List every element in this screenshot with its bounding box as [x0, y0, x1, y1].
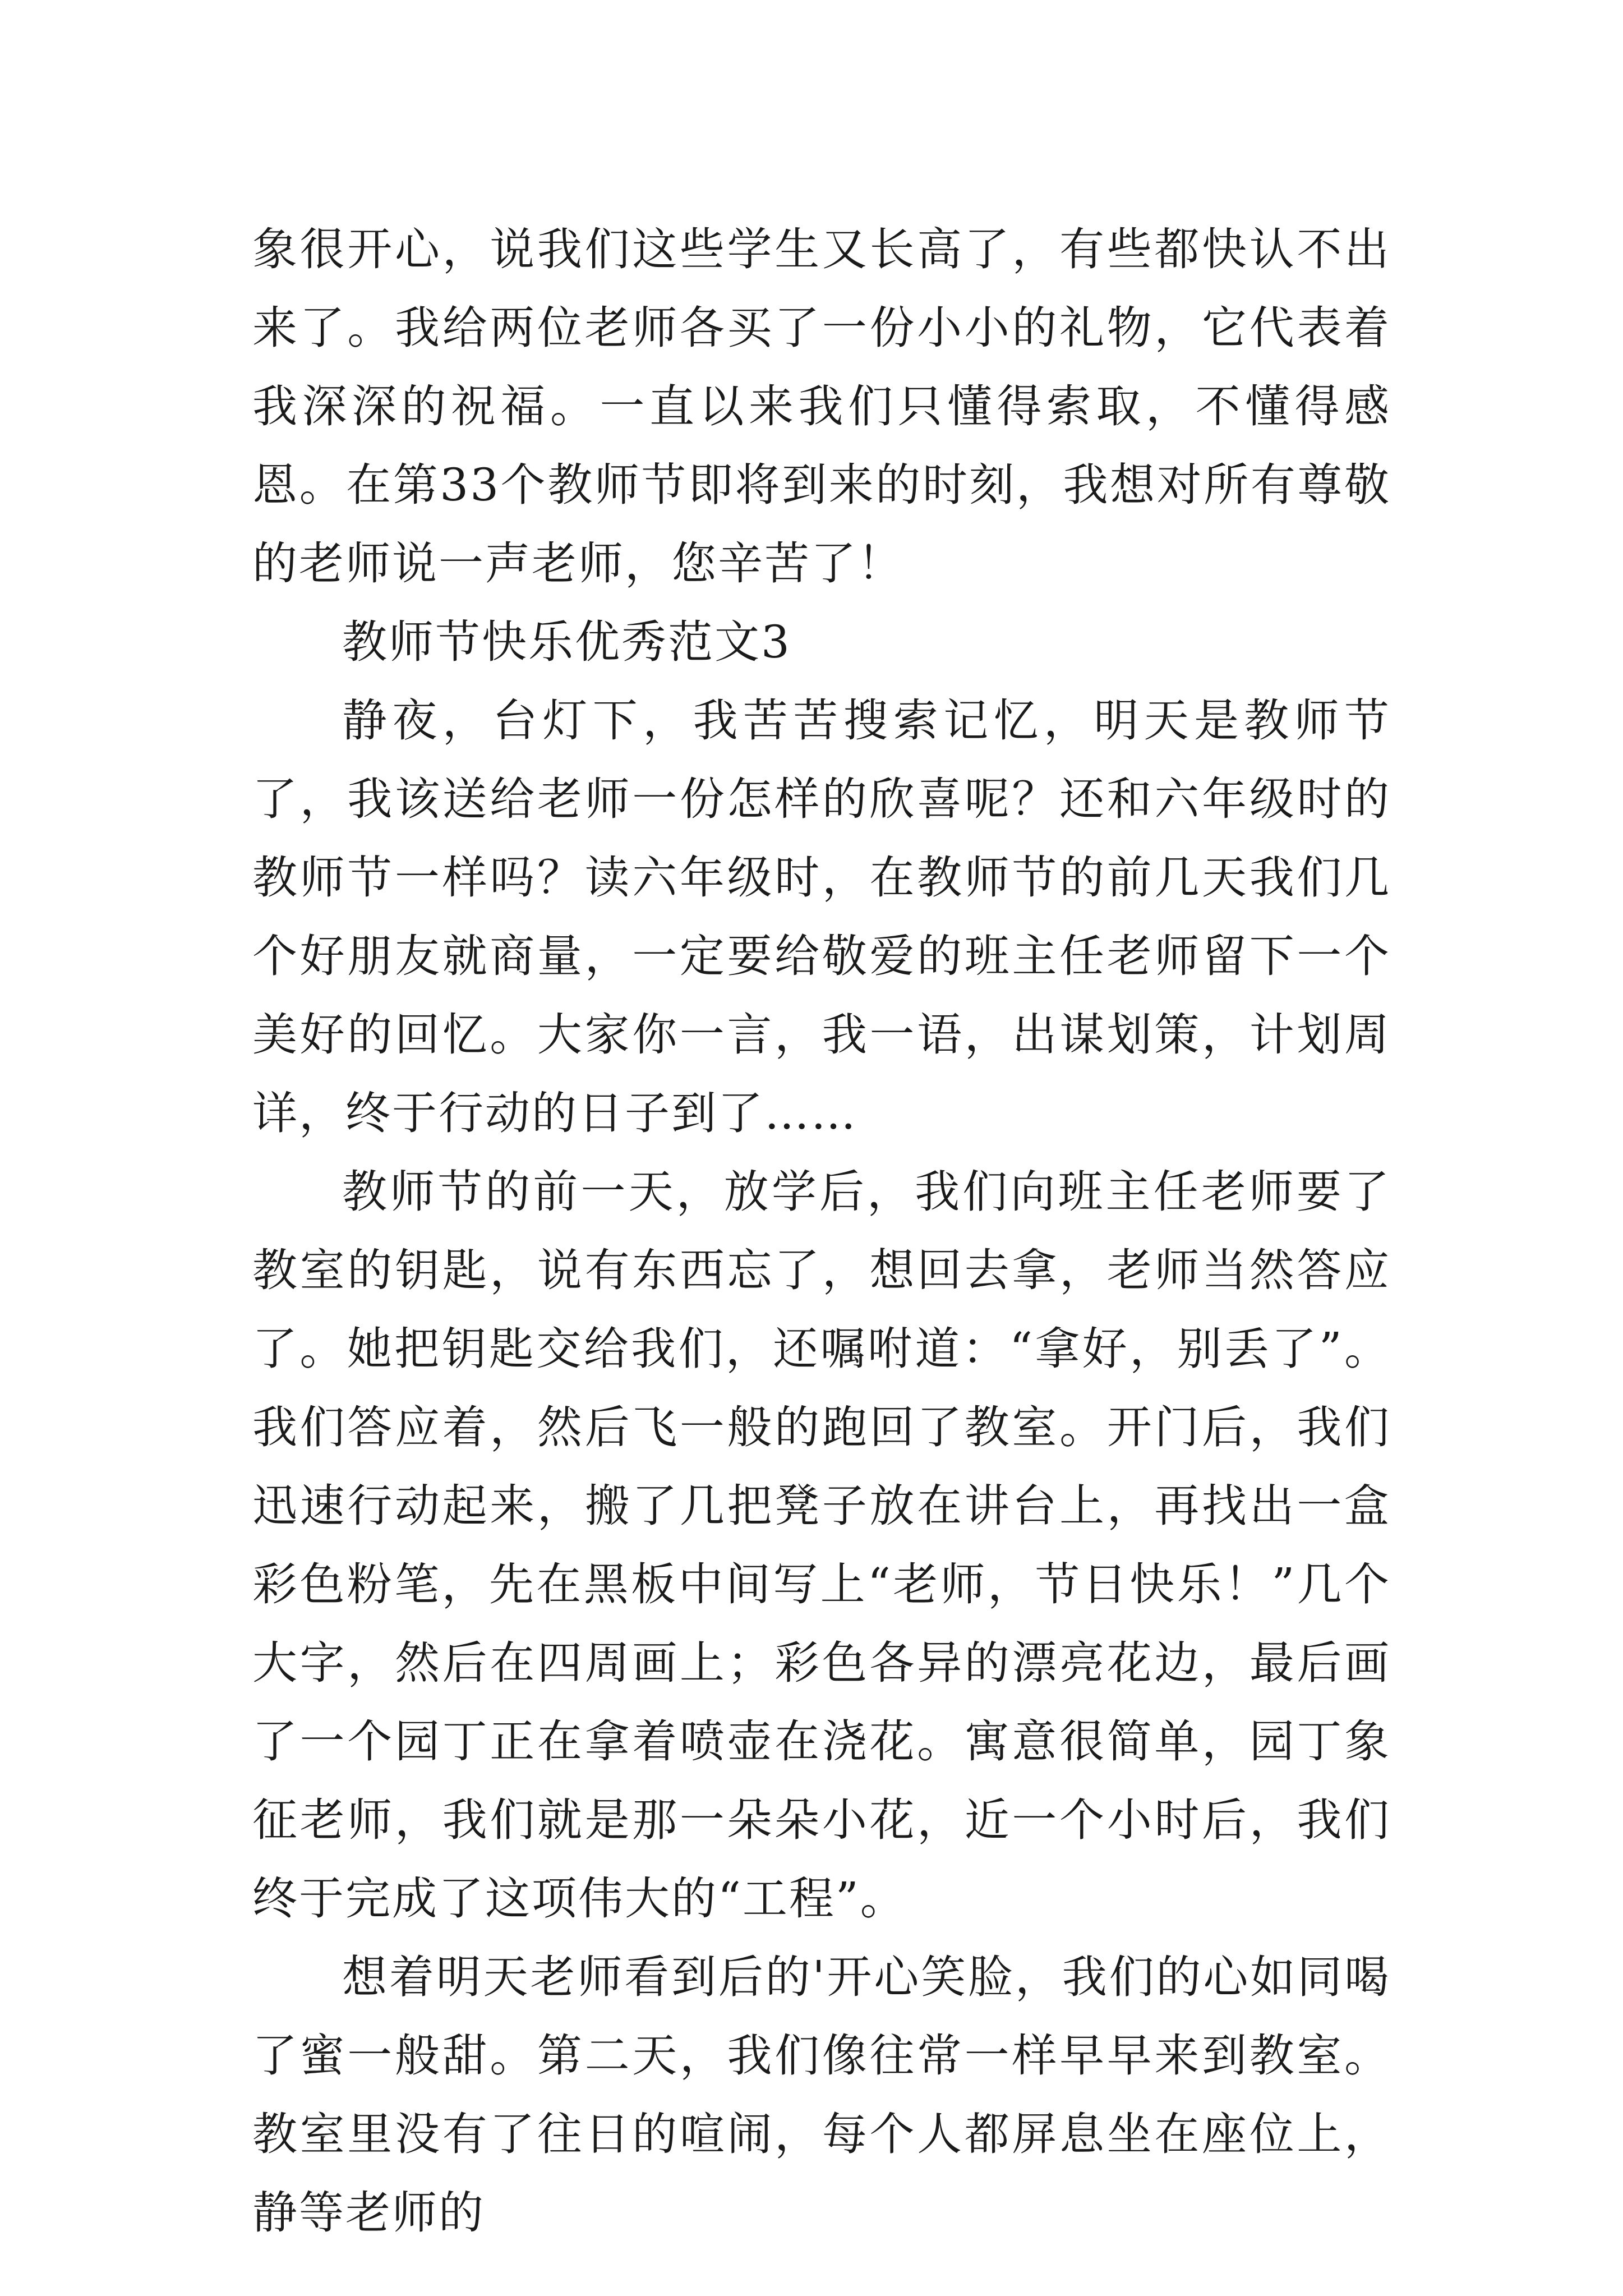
paragraph-body: 教师节的前一天，放学后，我们向班主任老师要了教室的钥匙，说有东西忘了，想回去拿，老师当然答应了。她把钥匙交给我们，还嘱咐道：“拿好，别丢了”。我们答应着，然后飞一般的跑回了教室。开门后，我们迅速行动起来，搬了几把凳子放在讲台上，再找出一盒彩色粉笔，先在黑板中间写上“老师，节日快乐！”几个大字，然后在四周画上；彩色各异的漂亮花边，最后画了一个园丁正在拿着喷壶在浇花。寓意很简单，园丁象征老师，我们就是那一朵朵小花，近一个小时后，我们终于完成了这项伟大的“工程”。 — [252, 1166, 1391, 1925]
paragraph-body: 想着明天老师看到后的'开心笑脸，我们的心如同喝了蜜一般甜。第二天，我们像往常一样早早来到教室。教室里没有了往日的喧闹，每个人都屏息坐在座位上，静等老师的 — [252, 1951, 1391, 2239]
document-body — [252, 210, 1391, 2252]
paragraph-continuation: 象很开心，说我们这些学生又长高了，有些都快认不出来了。我给两位老师各买了一份小小的礼物，它代表着我深深的祝福。一直以来我们只懂得索取，不懂得感恩。在第33个教师节即将到来的时刻，我想对所有尊敬的老师说一声老师，您辛苦了！ — [252, 223, 1391, 590]
paragraph-body: 静夜，台灯下，我苦苦搜索记忆，明天是教师节了，我该送给老师一份怎样的欣喜呢？还和六年级时的教师节一样吗？读六年级时，在教师节的前几天我们几个好朋友就商量，一定要给敬爱的班主任老师留下一个美好的回忆。大家你一言，我一语，出谋划策，计划周详，终于行动的日子到了…… — [252, 694, 1391, 1139]
section-heading: 教师节快乐优秀范文3 — [342, 616, 791, 668]
